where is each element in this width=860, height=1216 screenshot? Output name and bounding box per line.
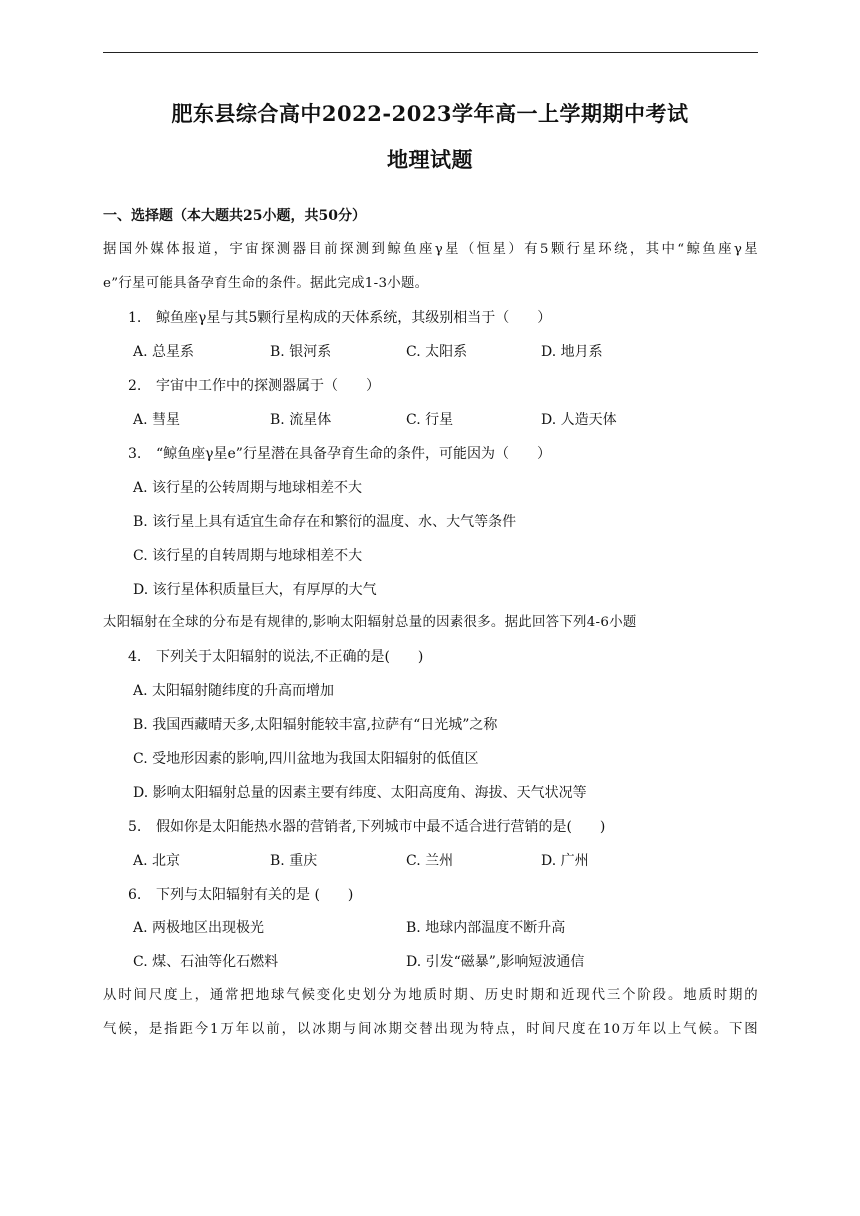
question-3-number: 3. xyxy=(128,446,142,462)
question-2-option-c[interactable]: C. 行星 xyxy=(406,412,454,428)
question-5-option-c[interactable]: C. 兰州 xyxy=(406,853,454,869)
exam-title: 肥东县综合高中2022-2023学年高一上学期期中考试 xyxy=(171,101,689,126)
question-5-stem: 假如你是太阳能热水器的营销者,下列城市中最不适合进行营销的是( ) xyxy=(156,819,606,835)
question-5-option-b[interactable]: B. 重庆 xyxy=(270,853,318,869)
question-3 xyxy=(128,444,551,464)
question-5-number: 5. xyxy=(128,819,142,835)
question-2-number: 2. xyxy=(128,378,142,394)
question-2-stem: 宇宙中工作中的探测器属于（ ） xyxy=(156,378,380,394)
question-2-options xyxy=(133,410,733,430)
question-3-option-b[interactable]: B. 该行星上具有适宜生命存在和繁衍的温度、水、大气等条件 xyxy=(133,514,517,530)
question-1-number: 1. xyxy=(128,310,142,326)
question-2-option-b[interactable]: B. 流星体 xyxy=(270,412,332,428)
question-6-option-d[interactable]: D. 引发“磁暴”,影响短波通信 xyxy=(406,954,585,970)
question-1-option-b[interactable]: B. 银河系 xyxy=(270,344,332,360)
question-5 xyxy=(128,817,605,837)
passage-1-line-2: e”行星可能具备孕育生命的条件。据此完成1-3小题。 xyxy=(103,276,429,291)
question-1-option-d[interactable]: D. 地月系 xyxy=(541,344,603,360)
question-3-option-a[interactable]: A. 该行星的公转周期与地球相差不大 xyxy=(133,480,363,496)
passage-3-line-2: 气候，是指距今1万年以前，以冰期与间冰期交替出现为特点，时间尺度在10万年以上气候。下图 xyxy=(103,1022,758,1037)
question-5-options xyxy=(133,851,733,871)
question-3-stem: “鲸鱼座γ星e”行星潜在具备孕育生命的条件，可能因为（ ） xyxy=(156,446,551,462)
question-6-stem: 下列与太阳辐射有关的是 ( ) xyxy=(156,887,354,903)
exam-subtitle: 地理试题 xyxy=(387,147,473,172)
question-4-option-a[interactable]: A. 太阳辐射随纬度的升高而增加 xyxy=(133,683,335,699)
section-heading: 一、选择题（本大题共25小题，共50分） xyxy=(103,208,366,224)
question-3-option-c[interactable]: C. 该行星的自转周期与地球相差不大 xyxy=(133,548,363,564)
question-4-option-d[interactable]: D. 影响太阳辐射总量的因素主要有纬度、太阳高度角、海拔、天气状况等 xyxy=(133,785,587,801)
question-6-options-row-2 xyxy=(133,952,733,972)
question-4-option-b[interactable]: B. 我国西藏晴天多,太阳辐射能较丰富,拉萨有“日光城”之称 xyxy=(133,717,498,733)
question-1-options xyxy=(133,342,733,362)
question-1 xyxy=(128,308,551,328)
question-4-stem: 下列关于太阳辐射的说法,不正确的是( ) xyxy=(156,649,424,665)
question-5-option-d[interactable]: D. 广州 xyxy=(541,853,589,869)
question-4-number: 4. xyxy=(128,649,142,665)
question-2-option-d[interactable]: D. 人造天体 xyxy=(541,412,617,428)
passage-3-line-1: 从时间尺度上，通常把地球气候变化史划分为地质时期、历史时期和近现代三个阶段。地质时期的 xyxy=(103,988,758,1003)
question-1-option-c[interactable]: C. 太阳系 xyxy=(406,344,468,360)
passage-2-line-1: 太阳辐射在全球的分布是有规律的,影响太阳辐射总量的因素很多。据此回答下列4-6小题 xyxy=(103,615,637,630)
question-2-option-a[interactable]: A. 彗星 xyxy=(133,412,181,428)
question-6-option-a[interactable]: A. 两极地区出现极光 xyxy=(133,920,265,936)
question-5-option-a[interactable]: A. 北京 xyxy=(133,853,181,869)
question-4 xyxy=(128,647,423,667)
question-6 xyxy=(128,885,353,905)
passage-1-line-1: 据国外媒体报道，宇宙探测器目前探测到鲸鱼座γ星（恒星）有5颗行星环绕，其中“鲸鱼座γ星 xyxy=(103,242,758,257)
question-1-stem: 鲸鱼座γ星与其5颗行星构成的天体系统，其级别相当于（ ） xyxy=(156,310,552,326)
question-6-options-row-1 xyxy=(133,918,733,938)
header-rule xyxy=(103,52,758,53)
question-4-option-c[interactable]: C. 受地形因素的影响,四川盆地为我国太阳辐射的低值区 xyxy=(133,751,479,767)
question-6-number: 6. xyxy=(128,887,142,903)
question-3-option-d[interactable]: D. 该行星体积质量巨大，有厚厚的大气 xyxy=(133,582,377,598)
question-1-option-a[interactable]: A. 总星系 xyxy=(133,344,195,360)
question-6-option-c[interactable]: C. 煤、石油等化石燃料 xyxy=(133,954,279,970)
question-6-option-b[interactable]: B. 地球内部温度不断升高 xyxy=(406,920,566,936)
question-2 xyxy=(128,376,380,396)
